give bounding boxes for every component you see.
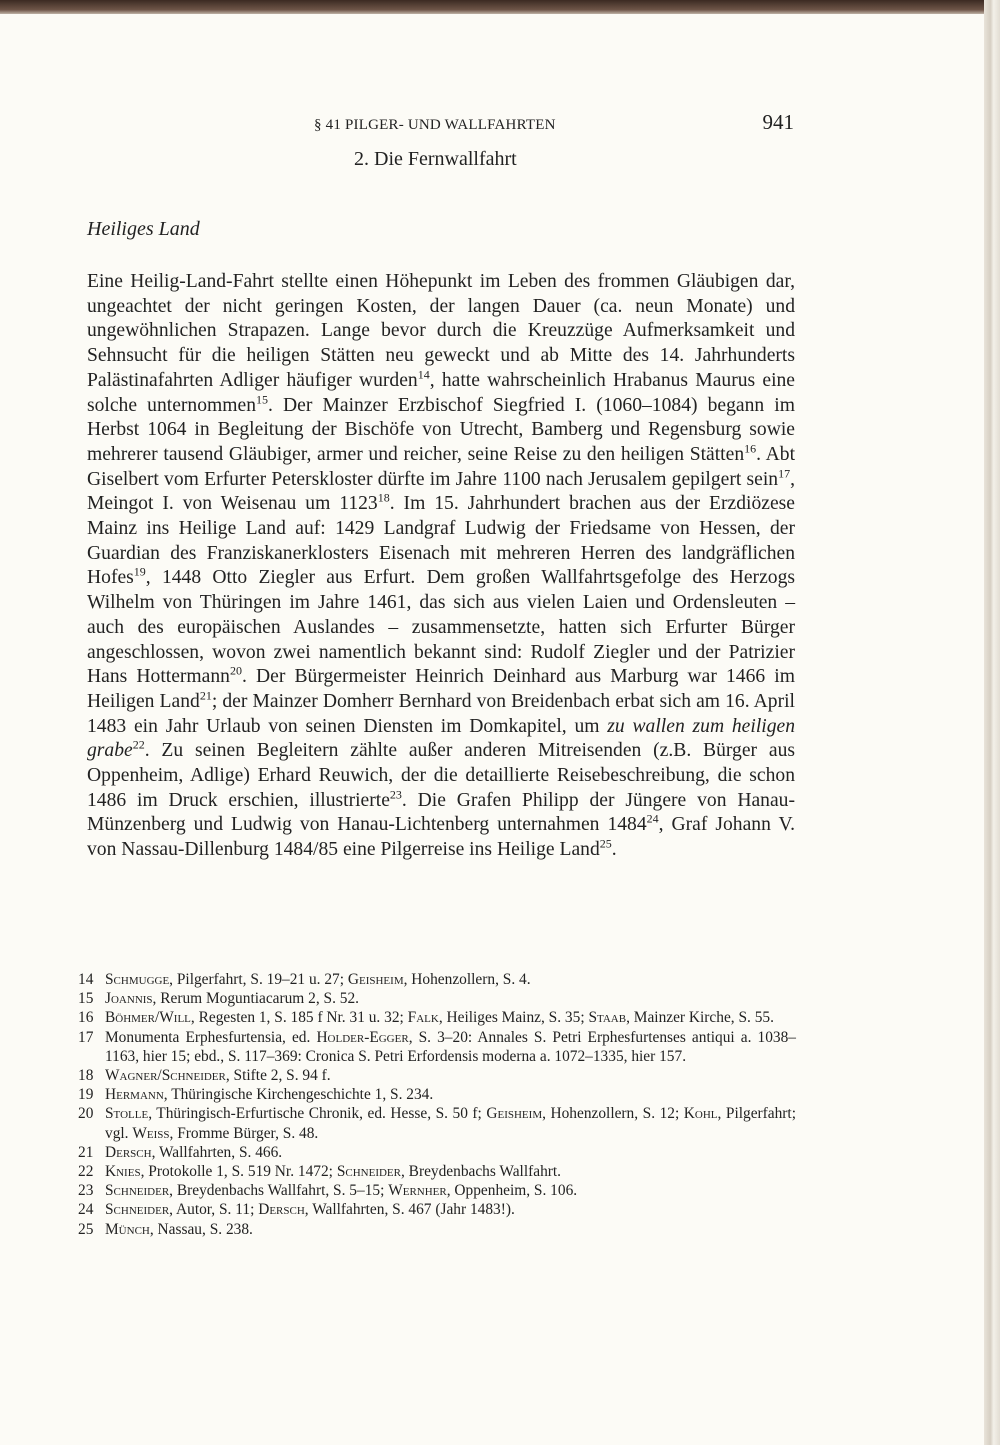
- footnote-number: 23: [78, 1182, 94, 1200]
- footnote-text: Joannis, Rerum Moguntiacarum 2, S. 52.: [105, 990, 360, 1008]
- body-text: , 1448 Otto Ziegler aus Erfurt. Dem großen Wallfahrtsgefolge des Herzogs Wilhelm von Thüringen im Jahre 1461, das sich aus vielen Laien und Ordensleuten – auch des europäischen Auslandes – zusammensetzte, hatten sich Erfurter Bürger angeschlossen, wovon zwei namentlich bekannt sind: Rudolf Ziegler und der Patrizier Hans Hottermann: [87, 567, 795, 688]
- footnote-ref: 18: [377, 490, 390, 505]
- footnote: [78, 989, 796, 1008]
- body-text: .: [611, 839, 617, 861]
- page-number: 941: [762, 110, 794, 134]
- footnote: [78, 1028, 796, 1066]
- body-paragraph: [87, 270, 795, 863]
- footnote-text: Schneider, Autor, S. 11; Dersch, Wallfahrten, S. 467 (Jahr 1483!).: [105, 1201, 515, 1219]
- section-title: 2. Die Fernwallfahrt: [354, 148, 517, 170]
- footnote-number: 14: [78, 971, 94, 988]
- quoted-phrase: zu wallen zum heiligen grabe: [87, 715, 795, 762]
- footnote: [78, 1162, 796, 1181]
- body-text: . Zu seinen Begleitern zählte außer anderen Mitreisenden (z.B. Bürger aus Oppenheim, Adlige) Erhard Reuwich, der die detaillierte Reisebeschreibung, die schon 1486 im Druck erschien, illustrierte: [87, 740, 795, 811]
- body-text: . Der Bürgermeister Heinrich Deinhard aus Marburg war 1466 im Heiligen Land: [87, 666, 795, 712]
- footnote-number: 15: [78, 990, 94, 1008]
- footnote-text: Schneider, Breydenbachs Wallfahrt, S. 5–15; Wernher, Oppenheim, S. 106.: [105, 1182, 578, 1200]
- footnote-text: Monumenta Erphesfurtensia, ed. Holder-Egger, S. 3–20: Annales S. Petri Erphesfurtenses antiqui a. 1038–1163, hier 15; ebd., S. 117–369: Cronica S. Petri Erfordensis moderna a. 1072–1335, hier 157.: [105, 1028, 796, 1065]
- footnote-ref: 25: [599, 836, 612, 851]
- footnote: [78, 1104, 796, 1142]
- footnote-text: Böhmer/Will, Regesten 1, S. 185 f Nr. 31 u. 32; Falk, Heiliges Mainz, S. 35; Staab, Mainzer Kirche, S. 55.: [105, 1009, 774, 1027]
- footnote-number: 18: [78, 1067, 94, 1085]
- book-top-edge: [0, 0, 1000, 14]
- footnote-text: Schmugge, Pilgerfahrt, S. 19–21 u. 27; Geisheim, Hohenzollern, S. 4.: [105, 971, 531, 988]
- book-page: [0, 14, 984, 1445]
- footnote-number: 24: [78, 1201, 94, 1219]
- body-text: . Im 15. Jahrhundert brachen aus der Erzdiözese Mainz ins Heilige Land auf: 1429 Landgraf Ludwig der Friedsame von Hessen, der Guardian des Franziskanerklosters Eisenach mit mehreren Herren des landgräflichen Hofes: [87, 493, 796, 589]
- footnote-ref: 14: [417, 367, 430, 382]
- footnote-text: Stolle, Thüringisch-Erfurtische Chronik, ed. Hesse, S. 50 f; Geisheim, Hohenzollern, S. 12; Kohl, Pilgerfahrt; vgl. Weiss, Fromme Bürger, S. 48.: [105, 1105, 796, 1142]
- book-fore-edge: [984, 0, 1000, 1445]
- footnote-ref: 19: [133, 564, 146, 579]
- body-text: ; der Mainzer Domherr Bernhard von Breidenbach erbat sich am 16. April 1483 ein Jahr Urlaub von seinen Diensten im Domkapitel, um: [87, 690, 795, 737]
- body-text: , hatte wahrscheinlich Hrabanus Maurus eine solche unternommen: [87, 369, 796, 416]
- footnote-text: Hermann, Thüringische Kirchengeschichte 1, S. 234.: [105, 1086, 434, 1104]
- footnote: [78, 1220, 796, 1239]
- footnote-ref: 22: [132, 737, 145, 752]
- footnote-number: 21: [78, 1143, 94, 1161]
- footnote-number: 16: [78, 1009, 94, 1027]
- footnote-number: 17: [78, 1028, 94, 1046]
- footnote-ref: 15: [256, 391, 268, 406]
- footnote: [78, 1200, 796, 1219]
- footnotes: [78, 970, 796, 1239]
- footnote-text: Münch, Nassau, S. 238.: [105, 1220, 253, 1238]
- body-text: , Meingot I. von Weisenau um 1123: [87, 468, 795, 515]
- body-text: , Graf Johann V. von Nassau-Dillenburg 1484/85 eine Pilgerreise ins Heilige Land: [87, 814, 796, 861]
- footnote-ref: 16: [744, 441, 757, 456]
- footnote-ref: 21: [199, 688, 212, 703]
- body-text: Eine Heilig-Land-Fahrt stellte einen Höhepunkt im Leben des frommen Gläubigen dar, ungeachtet der nicht geringen Kosten, der langen Dauer (ca. neun Monate) und ungewöhnlichen Strapazen. Lange bevor durch die Kreuzzüge Aufmerksamkeit und Sehnsucht für die heiligen Stätten neu geweckt und ab Mitte des 14. Jahrhunderts Palästinafahrten Adliger häufiger wurden: [87, 271, 795, 391]
- running-head: [314, 110, 794, 136]
- body-text: . Abt Giselbert vom Erfurter Peterskloster dürfte im Jahre 1100 nach Jerusalem gepilgert sein: [87, 443, 796, 490]
- footnote-number: 22: [78, 1163, 94, 1181]
- body-text: . Der Mainzer Erzbischof Siegfried I. (1060–1084) begann im Herbst 1064 in Begleitung der Bischöfe von Utrecht, Bamberg und Regensburg sowie mehrerer tausend Gläubiger, armer und reicher, seine Reise zu den heiligen Stätten: [87, 394, 795, 465]
- footnote-ref: 24: [646, 811, 659, 826]
- footnote: [78, 1066, 796, 1085]
- footnote-number: 20: [78, 1105, 94, 1123]
- footnote: [78, 1181, 796, 1200]
- footnote-number: 19: [78, 1086, 94, 1104]
- footnote-text: Dersch, Wallfahrten, S. 466.: [105, 1143, 283, 1161]
- subsection-title: Heiliges Land: [87, 218, 200, 240]
- footnote: [78, 1008, 796, 1027]
- footnote: [78, 970, 796, 989]
- footnote: [78, 1085, 796, 1104]
- footnote-ref: 20: [229, 663, 242, 678]
- footnote: [78, 1143, 796, 1162]
- footnote-number: 25: [78, 1220, 94, 1238]
- body-text: . Die Grafen Philipp der Jüngere von Hanau-Münzenberg und Ludwig von Hanau-Lichtenberg unternahmen 1484: [87, 789, 795, 836]
- footnote-text: Knies, Protokolle 1, S. 519 Nr. 1472; Schneider, Breydenbachs Wallfahrt.: [105, 1163, 562, 1181]
- running-title: § 41 PILGER- UND WALLFAHRTEN: [314, 117, 556, 133]
- footnote-ref: 17: [778, 466, 791, 481]
- footnote-text: Wagner/Schneider, Stifte 2, S. 94 f.: [105, 1067, 331, 1085]
- footnote-ref: 23: [389, 787, 402, 802]
